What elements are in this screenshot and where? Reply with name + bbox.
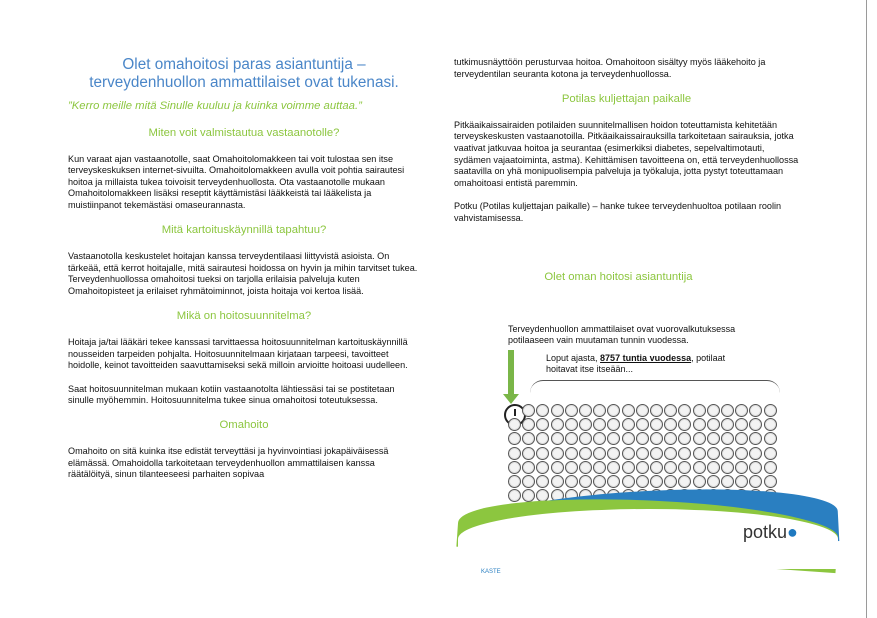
clock-icon [664,404,677,417]
clock-icon [678,447,691,460]
clock-icon [749,418,762,431]
clock-icon [636,404,649,417]
hours-highlight: 8757 tuntia vuodessa [600,353,692,363]
clock-icon [508,432,521,445]
clock-icon [749,475,762,488]
clock-icon [664,447,677,460]
clock-icon [579,475,592,488]
clock-icon [636,461,649,474]
clock-icon [622,404,635,417]
clock-icon [721,447,734,460]
clock-icon [693,475,706,488]
clock-icon [565,461,578,474]
clock-icon [650,461,663,474]
paragraph-kartoitus: Vastaanotolla keskustelet hoitajan kanssa terveydentilaasi liittyvistä asioista. On tärkeää, että kerrot hoitajalle, mitä sairautesi hoidossa on hyvin ja mihin tarvitset tukea. Terveydenhuollossa omahoitosi tueksi on tarjolla erilaisia palveluja kuten Omahoitopisteet ja erilaiset ryhmätoiminnot, joista hoitaja voi kertoa lisää. [68,251,418,296]
clock-icon [650,432,663,445]
clock-icon [607,475,620,488]
clock-icon [650,475,663,488]
clock-icon [579,461,592,474]
clock-icon [593,432,606,445]
clock-icon [721,404,734,417]
clock-icon [522,432,535,445]
clock-icon [764,447,777,460]
clock-icon [607,447,620,460]
clock-icon [693,404,706,417]
paragraph-potilas-1: Pitkäaikaissairaiden potilaiden suunnitelmallisen hoidon toteuttamista kehitetään terveyskeskusten vastaanotoilla. Pitkäaikaissairauksilla tarkoitetaan sairauksia, jotka vaativat jatkuvaa hoitoa ja seurantaa (esimerkiksi diabetes, sepelvaltimotauti, sydämen vajaatoiminta, astma). Kehittämisen tavoitteena on, että terveydenhuollossa saatavilla on yhä monipuolisempia palveluja ja työkaluja, jotta pystyt toteuttamaan omahoitoasi entistä paremmin. [454,119,799,188]
clock-icon [693,461,706,474]
clock-icon [551,432,564,445]
clock-icon [678,432,691,445]
clock-icon [622,432,635,445]
heading-kartoitus: Mitä kartoituskäynnillä tapahtuu? [161,224,327,237]
clock-icon [764,418,777,431]
heading-potilas: Potilas kuljettajan paikalle [561,92,692,105]
clock-icon [536,418,549,431]
clock-icon [721,432,734,445]
clock-icon [764,404,777,417]
clock-icon [579,418,592,431]
clock-icon [536,447,549,460]
clock-icon [508,447,521,460]
clock-icon [707,418,720,431]
clock-icon [721,475,734,488]
clock-icon [565,475,578,488]
clock-icon [593,418,606,431]
figure [454,271,798,575]
clock-icon [607,461,620,474]
clock-icon [636,432,649,445]
clock-icon [735,404,748,417]
down-arrow-icon [508,350,514,398]
clock-icon [707,475,720,488]
clock-icon [707,447,720,460]
clock-icon [693,432,706,445]
clock-icon [664,461,677,474]
clock-icon [650,404,663,417]
clock-icon [707,461,720,474]
clock-icon [735,432,748,445]
clock-icon [664,432,677,445]
clock-icon [607,404,620,417]
clock-icon [636,475,649,488]
clock-icon [650,418,663,431]
clock-icon [764,461,777,474]
kaste-logo: KASTE [481,569,501,575]
clock-icon [735,461,748,474]
paragraph-continued: tutkimusnäyttöön perusturvaa hoitoa. Omahoitoon sisältyy myös lääkehoito ja terveydentilan seuranta kotona ja terveydenhuollossa. [454,57,766,79]
figure-note-selfcare: Loput ajasta, 8757 tuntia vuodessa, potilaat hoitavat itse itseään... [546,353,726,374]
clock-icon [522,461,535,474]
page-edge [866,0,867,618]
clock-icon [693,447,706,460]
paragraph-omahoito: Omahoito on sitä kuinka itse edistät terveyttäsi ja hyvinvointiasi jokapäiväisessä elämässä. Omahoidolla tarkoitetaan terveydenhuollon ammattilaisen kanssa räätälöityä, sinun tilanteeseesi parhaiten sopivaa [68,446,389,480]
clock-icon [678,404,691,417]
clock-icon [536,404,549,417]
clock-icon [678,461,691,474]
heading-valmistautua: Miten voit valmistautua vastaanotolle? [148,126,340,139]
figure-panel [478,316,804,575]
clock-icon [607,418,620,431]
clock-icon [593,461,606,474]
paragraph-valmistautua: Kun varaat ajan vastaanotolle, saat Omahoitolomakkeen tai voit tulostaa sen itse terveyskeskuksen internet-sivuilta. Omahoitolomakkeen avulla voit pohtia sairautesi hoitoa ja millaista tukea toivoisit terveydenhuollosta. Ota vastaanotolle mukaan Omahoitolomakkeen lisäksi reseptit käyttämistäsi lääkkeistä tai lääkelista ja muistiinpanot tekemästäsi omaseurannasta. [68,153,405,210]
clock-icon [508,461,521,474]
clock-icon [749,432,762,445]
clock-icon [565,404,578,417]
clock-icon [735,475,748,488]
brace-icon [530,380,780,393]
clock-icon [593,404,606,417]
clock-icon [650,447,663,460]
clock-icon [593,447,606,460]
clock-icon [678,475,691,488]
page-title: Olet omahoitosi paras asiantuntija – terveydenhuollon ammattilaiset ovat tukenasi. [89,56,399,91]
clock-icon [522,447,535,460]
clock-icon [522,404,535,417]
clock-icon [764,432,777,445]
clock-icon [579,404,592,417]
clock-icon [508,489,521,502]
clock-icon [522,489,535,502]
clock-icon [735,447,748,460]
paragraph-hoitosuunnitelma-1: Hoitaja ja/tai lääkäri tekee kanssasi tarvittaessa hoitosuunnitelman kartoituskäynnillä nousseiden tarpeiden pohjalta. Hoitosuunnitelmaan kirjataan tarpeesi, tavoitteet hoidolle, keinot tavoitteiden saavuttamiseksi sekä milloin arvioitte hoitoasi uudelleen. [68,337,408,371]
clock-icon [536,461,549,474]
clock-icon [551,404,564,417]
clock-icon [764,475,777,488]
clock-icon [622,461,635,474]
clock-icon [565,447,578,460]
clock-icon [579,447,592,460]
potku-logo: potku● [743,522,798,542]
clock-icon [579,432,592,445]
clock-icon [707,432,720,445]
clock-icon [551,447,564,460]
clock-icon [565,432,578,445]
paragraph-potilas-2: Potku (Potilas kuljettajan paikalle) – hanke tukee terveydenhuoltoa potilaan roolin vahvistamisessa. [454,200,782,223]
clock-icon [636,418,649,431]
clock-icon [551,461,564,474]
clock-icon [636,447,649,460]
clock-icon [749,447,762,460]
clock-icon [721,461,734,474]
clock-icon [551,475,564,488]
clock-icon [735,418,748,431]
clock-icon [622,475,635,488]
clock-icon [607,432,620,445]
heading-omahoito: Omahoito [219,419,269,432]
clock-icon [678,418,691,431]
clock-icon [707,404,720,417]
heading-hoitosuunnitelma: Mikä on hoitosuunnitelma? [176,310,312,323]
clock-icon [664,418,677,431]
clock-icon [522,418,535,431]
left-column [68,56,420,493]
clock-icon [664,475,677,488]
clock-icon [536,475,549,488]
clock-icon [522,475,535,488]
figure-title: Olet oman hoitosi asiantuntija [544,271,693,283]
clock-icon [551,418,564,431]
clock-icon [593,475,606,488]
clock-icon [749,461,762,474]
clock-icon [749,404,762,417]
clock-icon [536,432,549,445]
clock-icon [508,418,521,431]
paragraph-hoitosuunnitelma-2: Saat hoitosuunnitelman mukaan kotiin vastaanotolta lähtiessäsi tai se postitetaan sinulle myöhemmin. Hoitosuunnitelma tukee sinua omahoitosi toteutuksessa. [68,383,395,406]
quote: ”Kerro meille mitä Sinulle kuuluu ja kuinka voimme auttaa.” [68,100,362,112]
clock-icon [565,418,578,431]
figure-note-professionals: Terveydenhuollon ammattilaiset ovat vuorovalkutuksessa potilaaseen vain muutaman tunnin vuodessa. [508,324,736,345]
right-column [454,57,799,236]
clock-icon [693,418,706,431]
clock-icon [721,418,734,431]
clock-icon [622,447,635,460]
clock-icon [508,475,521,488]
clock-icon [622,418,635,431]
